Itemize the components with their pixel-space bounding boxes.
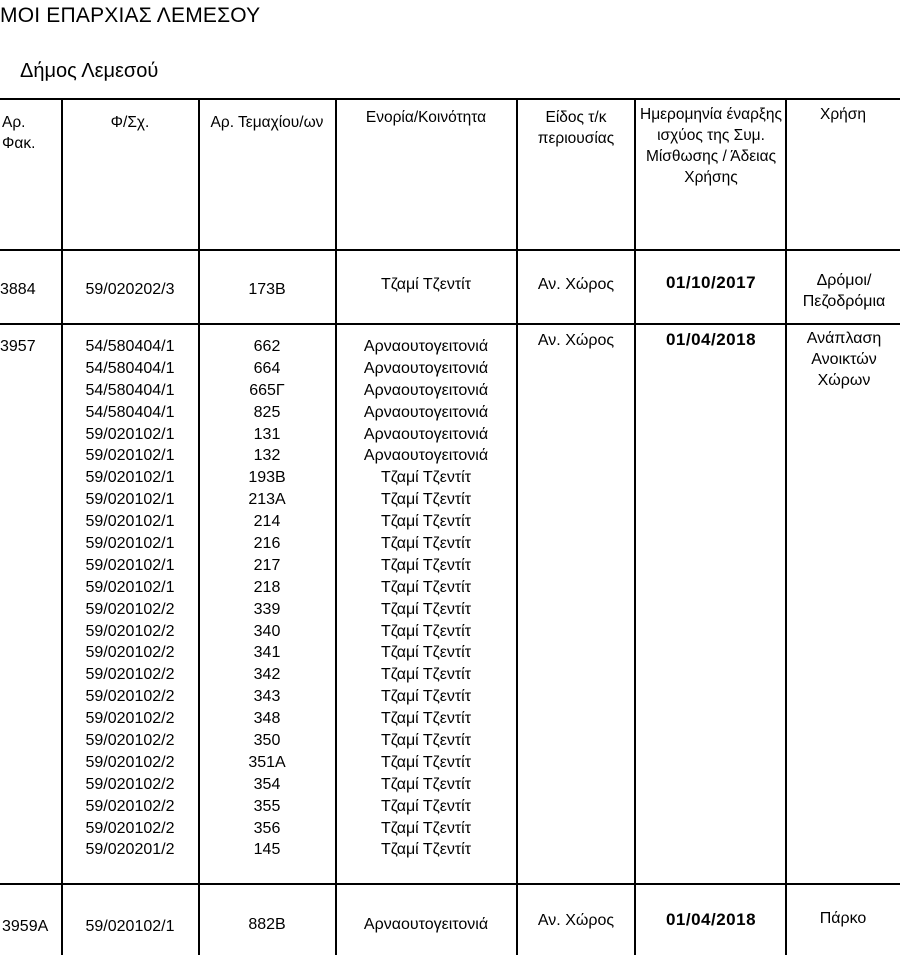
row2-parcel-item: 217: [253, 556, 281, 574]
row2-parcel-item: 356: [253, 819, 281, 837]
row2-parcel-item: 131: [253, 425, 281, 443]
header-parish: Ενορία/Κοινότητα: [365, 109, 487, 126]
column-divider: [785, 98, 787, 955]
row2-parish-item: Τζαμί Τζεντίτ: [380, 732, 472, 750]
row2-parish-item: Τζαμί Τζεντίτ: [380, 491, 472, 509]
row2-parcel-item: 340: [253, 622, 281, 640]
row2-parish-item: Τζαμί Τζεντίτ: [380, 710, 472, 728]
row2-parish-item: Τζαμί Τζεντίτ: [380, 688, 472, 706]
row2-sheet-item: 59/020102/1: [85, 513, 175, 531]
row1-file-number: 3884: [0, 281, 36, 298]
row2-parish-item: Τζαμί Τζεντίτ: [380, 644, 472, 662]
row2-parcel-item: 665Γ: [249, 381, 285, 399]
row2-parish-item: Τζαμί Τζεντίτ: [380, 469, 472, 487]
row2-parcel-item: 213A: [248, 491, 286, 509]
row2-parcel-item: 339: [253, 600, 281, 618]
row3-file-number: 3959A: [2, 918, 49, 935]
table-rule-row2: [0, 883, 900, 885]
row2-parish-item: Τζαμί Τζεντίτ: [380, 622, 472, 640]
row3-start-date: 01/04/2018: [665, 910, 757, 929]
header-use: Χρήση: [820, 106, 866, 123]
row2-parcel-item: 216: [253, 535, 281, 553]
row2-sheet-item: 59/020102/1: [85, 578, 175, 596]
row1-parcel: 173B: [248, 281, 286, 298]
row2-parcel-item: 350: [253, 732, 281, 750]
row2-sheet-item: 54/580404/1: [85, 381, 175, 399]
row1-sheet-plan: 59/020202/3: [85, 281, 175, 298]
table-rule-top: [0, 98, 900, 100]
header-parcel-numbers: Αρ. Τεμαχίου/ων: [210, 114, 324, 131]
row2-parcel-item: 214: [253, 513, 281, 531]
row2-sheet-item: 59/020102/1: [85, 556, 175, 574]
row3-use: Πάρκο: [819, 910, 867, 927]
row2-parcel-item: 662: [253, 338, 281, 355]
table-rule-row1: [0, 323, 900, 325]
row2-sheet-item: 59/020102/2: [85, 753, 175, 771]
row2-parish-list: [337, 336, 515, 861]
row2-parish-item: Αρναουτογειτονιά: [363, 381, 489, 399]
lease-table: [0, 98, 900, 955]
row2-parish-item: Αρναουτογειτονιά: [363, 425, 489, 443]
row3-sheet-plan: 59/020102/1: [85, 918, 175, 935]
row2-parcel-item: 825: [253, 403, 281, 421]
table-rule-header: [0, 249, 900, 251]
row2-sheet-item: 54/580404/1: [85, 338, 175, 355]
row2-sheet-item: 59/020102/2: [85, 819, 175, 837]
row2-parish-item: Τζαμί Τζεντίτ: [380, 513, 472, 531]
row2-sheet-item: 59/020102/2: [85, 710, 175, 728]
row2-sheet-item: 59/020102/1: [85, 469, 175, 487]
row2-sheet-item: 54/580404/1: [85, 403, 175, 421]
header-file-number: Αρ. Φακ.: [2, 114, 36, 152]
row2-parish-item: Τζαμί Τζεντίτ: [380, 578, 472, 596]
row2-parish-item: Τζαμί Τζεντίτ: [380, 556, 472, 574]
row2-parish-item: Τζαμί Τζεντίτ: [380, 666, 472, 684]
row2-sheet-item: 54/580404/1: [85, 359, 175, 377]
row2-parcel-item: 132: [253, 447, 281, 465]
row2-parcel-item: 664: [253, 359, 281, 377]
row2-start-date: 01/04/2018: [665, 330, 757, 349]
row2-sheet-item: 59/020102/2: [85, 666, 175, 684]
row2-sheet-item: 59/020102/2: [85, 732, 175, 750]
row2-parcel-item: 341: [253, 644, 281, 662]
row2-sheet-item: 59/020102/2: [85, 644, 175, 662]
row2-sheet-item: 59/020201/2: [85, 841, 175, 859]
row2-parish-item: Αρναουτογειτονιά: [363, 359, 489, 377]
row2-sheet-item: 59/020102/1: [85, 425, 175, 443]
row2-sheet-item: 59/020102/2: [85, 797, 175, 815]
row2-parcel-list: [200, 336, 334, 861]
row2-sheet-item: 59/020102/2: [85, 688, 175, 706]
column-divider: [634, 98, 636, 955]
row2-parish-item: Τζαμί Τζεντίτ: [380, 841, 472, 859]
row2-parcel-item: 342: [253, 666, 281, 684]
header-property-type: Είδος τ/κ περιουσίας: [537, 109, 615, 147]
row2-parish-item: Τζαμί Τζεντίτ: [380, 819, 472, 837]
row1-start-date: 01/10/2017: [665, 273, 757, 292]
row2-parcel-item: 193B: [248, 469, 286, 487]
row2-sheet-item: 59/020102/2: [85, 622, 175, 640]
row2-parish-item: Τζαμί Τζεντίτ: [380, 535, 472, 553]
row2-parcel-item: 355: [253, 797, 281, 815]
header-sheet-plan: Φ/Σχ.: [110, 114, 150, 131]
row1-property-type: Αν. Χώρος: [537, 276, 615, 293]
row2-parish-item: Τζαμί Τζεντίτ: [380, 775, 472, 793]
row1-use: Δρόμοι/ Πεζοδρόμια: [802, 272, 886, 310]
page-heading: ΜΟΙ ΕΠΑΡΧΙΑΣ ΛΕΜΕΣΟΥ: [0, 4, 261, 27]
row1-parish: Τζαμί Τζεντίτ: [380, 276, 472, 293]
column-divider: [61, 98, 63, 955]
row3-property-type: Αν. Χώρος: [537, 912, 615, 929]
row2-parish-item: Αρναουτογειτονιά: [363, 338, 489, 355]
row2-parcel-item: 354: [253, 775, 281, 793]
row2-parcel-item: 343: [253, 688, 281, 706]
row2-sheet-list: [64, 336, 196, 861]
row2-sheet-item: 59/020102/1: [85, 447, 175, 465]
row2-parcel-item: 351A: [248, 753, 286, 771]
row2-parcel-item: 218: [253, 578, 281, 596]
row2-parish-item: Τζαμί Τζεντίτ: [380, 797, 472, 815]
row2-file-number: 3957: [0, 338, 36, 355]
row2-parish-item: Αρναουτογειτονιά: [363, 403, 489, 421]
row2-parish-item: Αρναουτογειτονιά: [363, 447, 489, 465]
row2-sheet-item: 59/020102/1: [85, 535, 175, 553]
municipality-title: Δήμος Λεμεσού: [20, 60, 159, 82]
column-divider: [516, 98, 518, 955]
row2-parish-item: Τζαμί Τζεντίτ: [380, 753, 472, 771]
row2-sheet-item: 59/020102/2: [85, 775, 175, 793]
row2-sheet-item: 59/020102/2: [85, 600, 175, 618]
row3-parcel: 882B: [248, 916, 286, 933]
header-start-date: Ημερομηνία έναρξης ισχύος της Συμ. Μίσθωσης / Άδειας Χρήσης: [640, 106, 782, 186]
row2-parish-item: Τζαμί Τζεντίτ: [380, 600, 472, 618]
row2-property-type: Αν. Χώρος: [537, 332, 615, 349]
row2-sheet-item: 59/020102/1: [85, 491, 175, 509]
row2-parcel-item: 348: [253, 710, 281, 728]
row2-parcel-item: 145: [253, 841, 281, 859]
row3-parish: Αρναουτογειτονιά: [363, 916, 489, 933]
row2-use: Ανάπλαση Ανοικτών Χώρων: [806, 330, 882, 389]
